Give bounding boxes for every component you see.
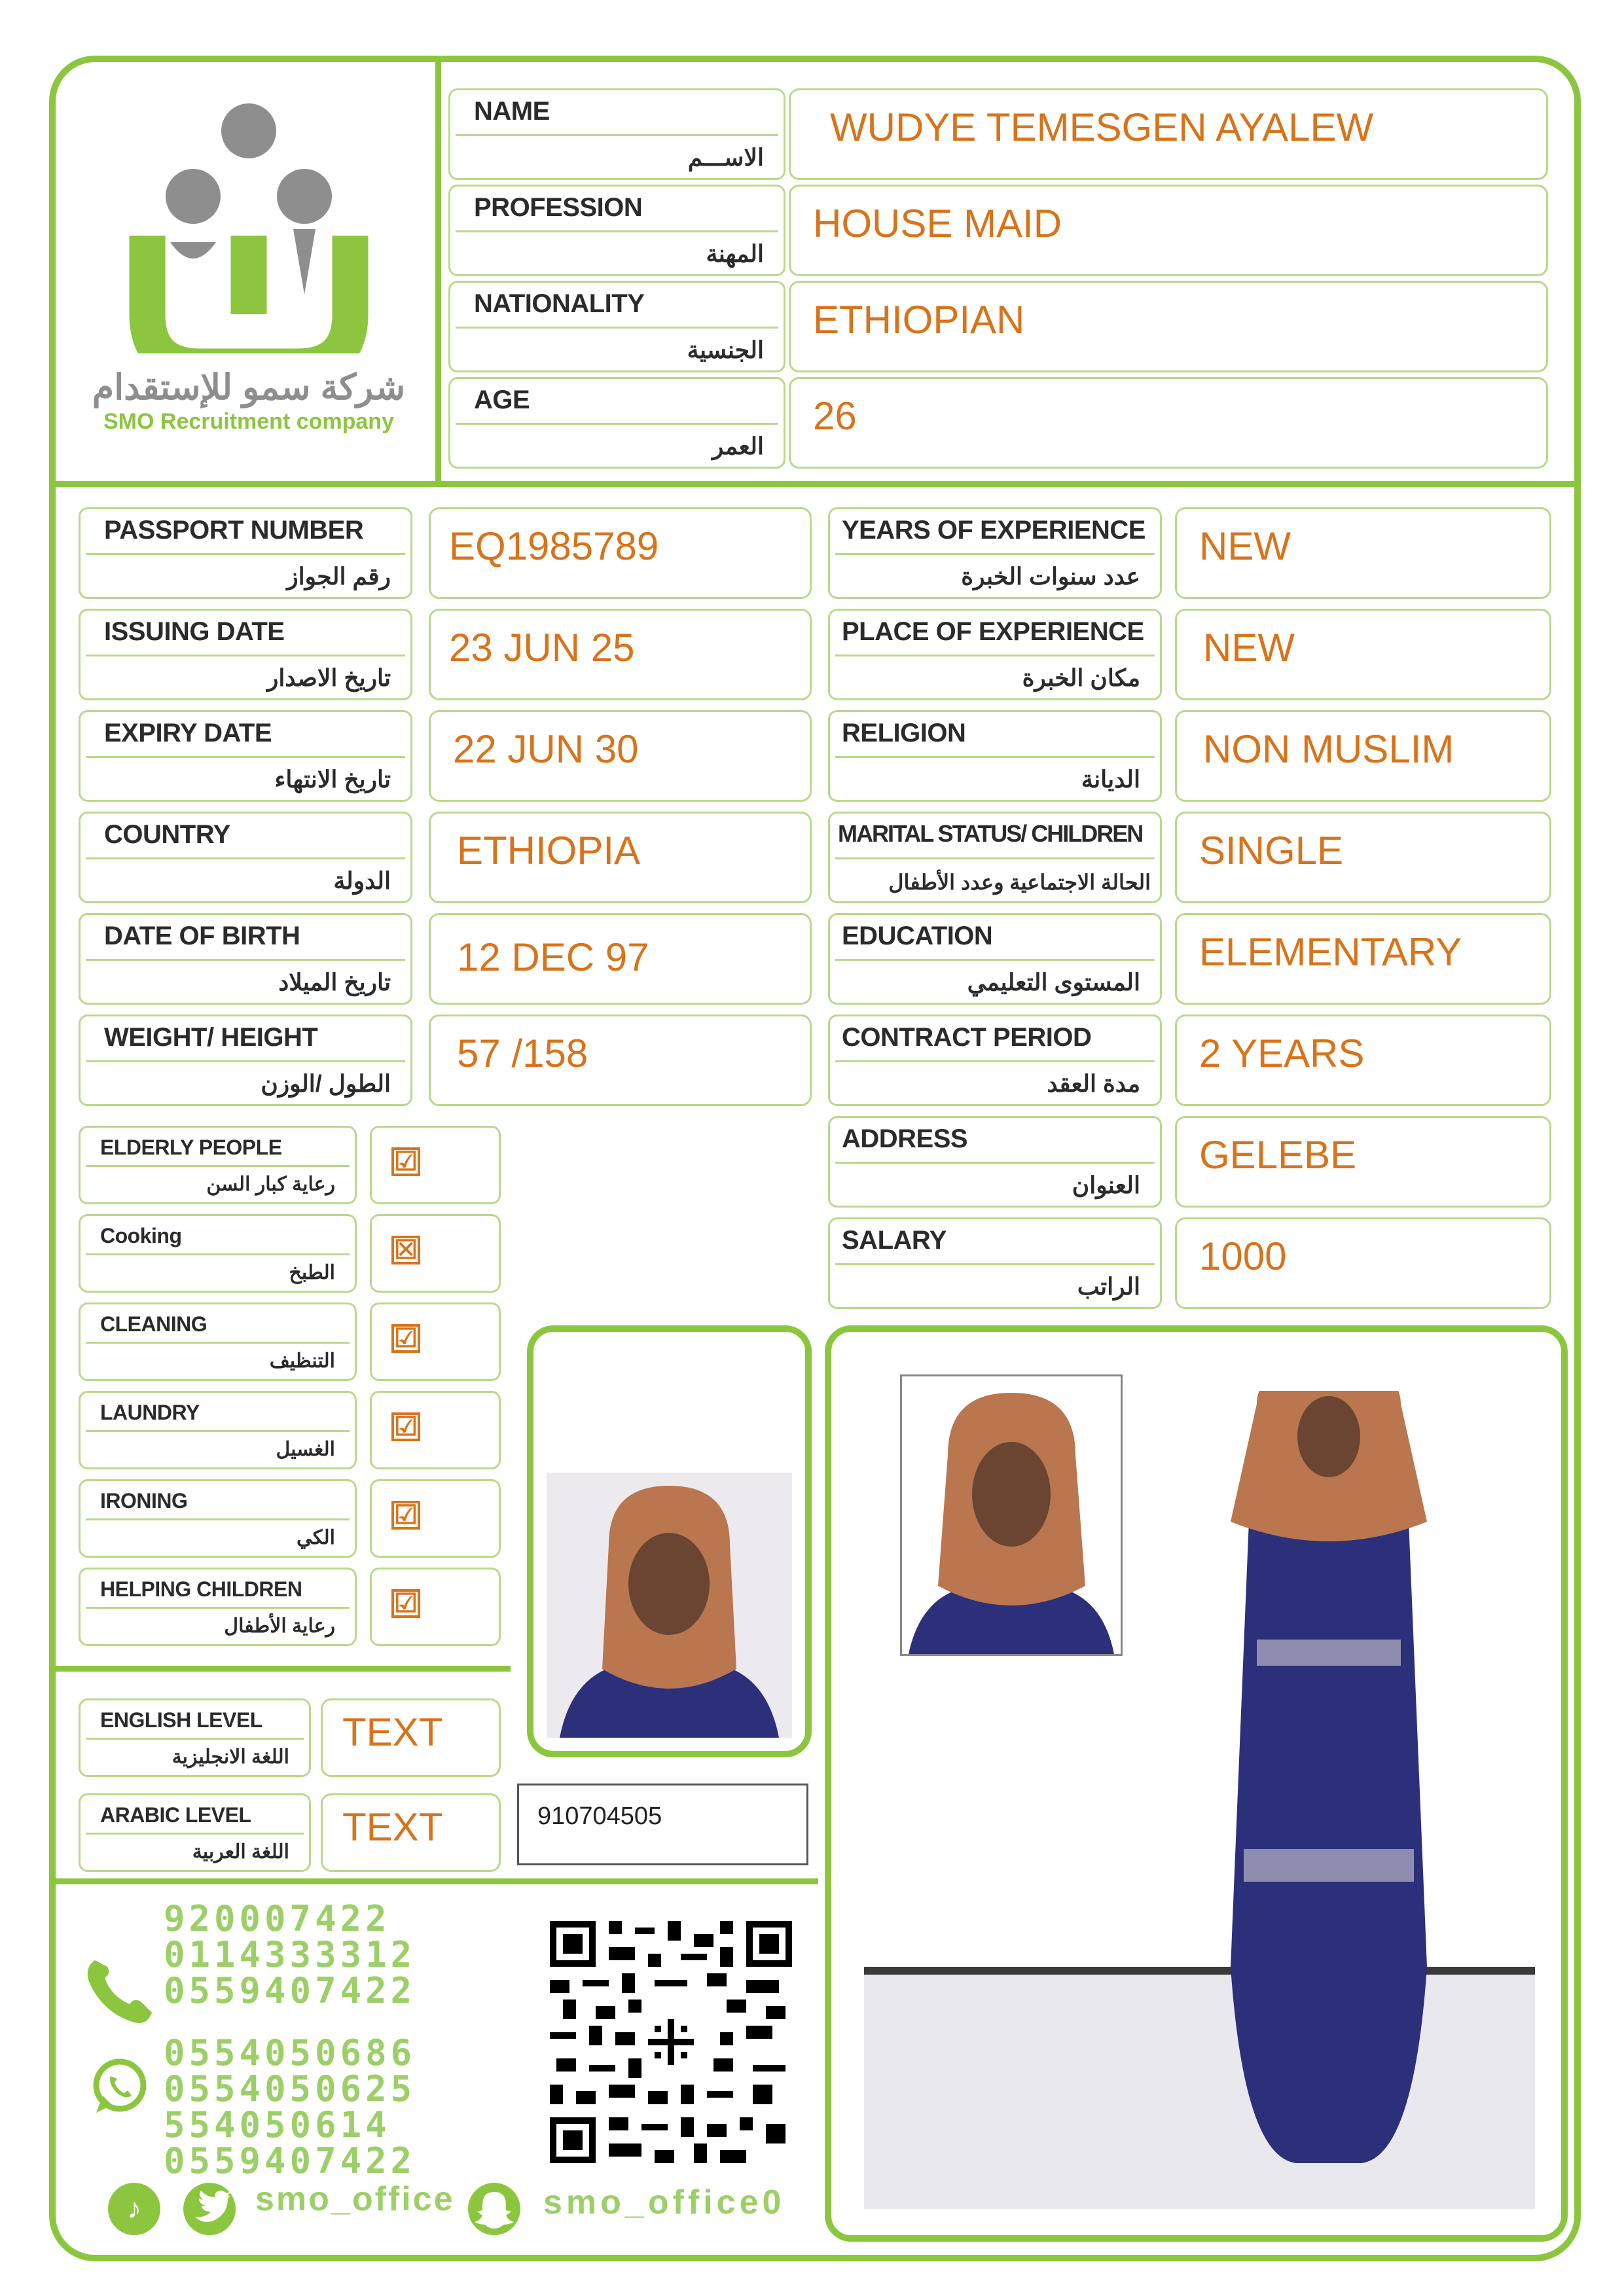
header-label-name: NAME الاســـم	[448, 88, 785, 180]
snapchat-icon	[468, 2183, 520, 2235]
whatsapp-icon	[88, 2055, 151, 2117]
skill-label-cooking: Cooking الطبخ	[79, 1214, 357, 1293]
phone-icon	[79, 1950, 157, 2029]
skill-check-elderly-people[interactable]	[370, 1126, 501, 1204]
field-label-salary: SALARY الراتب	[828, 1217, 1162, 1309]
qr-code	[550, 1921, 792, 2163]
full-body-photo	[864, 1391, 1535, 2209]
checkbox-icon[interactable]: ☑	[391, 1147, 420, 1176]
field-value-weight-height: 57 /158	[429, 1014, 812, 1106]
checkbox-icon[interactable]: ☒	[391, 1236, 420, 1265]
tiktok-icon: ♪	[108, 2183, 160, 2235]
phone-number-2: 0114333312	[164, 1934, 416, 1975]
reference-number: 910704505	[537, 1803, 662, 1830]
field-label-date-of-birth: DATE OF BIRTH تاريخ الميلاد	[79, 913, 412, 1005]
header-value-nationality: ETHIOPIAN	[789, 281, 1548, 372]
header-value-name: WUDYE TEMESGEN AYALEW	[789, 88, 1548, 180]
company-name-ar: شركة سمو للإستقدام	[92, 368, 406, 407]
field-label-marital-status: MARITAL STATUS/ CHILDREN الحالة الاجتماعية وعدد الأطفال	[828, 812, 1162, 903]
reference-number-box	[517, 1784, 808, 1865]
checkbox-icon[interactable]: ☑	[391, 1501, 420, 1530]
qr-code-icon	[550, 1921, 792, 2163]
skill-label-cleaning: CLEANING التنظيف	[79, 1302, 357, 1381]
field-value-years-of-experience: NEW	[1175, 507, 1551, 599]
skill-check-helping-children[interactable]	[370, 1568, 501, 1646]
field-label-weight-height: WEIGHT/ HEIGHT الطول /الوزن	[79, 1014, 412, 1106]
social-handle-2: smo_office0	[543, 2183, 785, 2221]
field-label-contract-period: CONTRACT PERIOD مدة العقد	[828, 1014, 1162, 1106]
skill-check-ironing[interactable]	[370, 1479, 501, 1558]
field-label-country: COUNTRY الدولة	[79, 812, 412, 903]
field-value-date-of-birth: 12 DEC 97	[429, 913, 812, 1005]
phone-number-3: 0559407422	[164, 1970, 416, 2011]
field-value-passport-number: EQ1985789	[429, 507, 812, 599]
field-label-expiry-date: EXPIRY DATE تاريخ الانتهاء	[79, 710, 412, 802]
field-label-education: EDUCATION المستوى التعليمي	[828, 913, 1162, 1005]
whatsapp-number-4: 0559407422	[164, 2140, 416, 2181]
skill-label-helping-children: HELPING CHILDREN رعاية الأطفال	[79, 1568, 357, 1646]
field-value-issuing-date: 23 JUN 25	[429, 609, 812, 700]
field-value-place-of-experience: NEW	[1175, 609, 1551, 700]
twitter-icon	[183, 2183, 236, 2235]
field-value-education: ELEMENTARY	[1175, 913, 1551, 1005]
field-value-country: ETHIOPIA	[429, 812, 812, 903]
language-value-english: TEXT	[321, 1698, 501, 1777]
whatsapp-number-1: 0554050686	[164, 2032, 416, 2073]
header-vertical-divider	[435, 62, 441, 484]
whatsapp-number-2: 0554050625	[164, 2068, 416, 2109]
language-label-english: ENGLISH LEVEL اللغة الانجليزية	[79, 1698, 311, 1777]
header-divider	[52, 481, 1578, 487]
language-divider	[52, 1666, 511, 1672]
portrait-photo	[547, 1473, 792, 1738]
header-label-nationality: NATIONALITY الجنسية	[448, 281, 785, 372]
field-label-address: ADDRESS العنوان	[828, 1116, 1162, 1208]
language-value-arabic: TEXT	[321, 1793, 501, 1872]
field-value-expiry-date: 22 JUN 30	[429, 710, 812, 802]
whatsapp-number-3: 554050614	[164, 2104, 391, 2145]
field-value-religion: NON MUSLIM	[1175, 710, 1551, 802]
language-label-arabic: ARABIC LEVEL اللغة العربية	[79, 1793, 311, 1872]
header-value-profession: HOUSE MAID	[789, 185, 1548, 276]
social-handle-1: smo_office	[255, 2180, 455, 2218]
checkbox-icon[interactable]: ☑	[391, 1589, 420, 1618]
skill-check-cleaning[interactable]	[370, 1302, 501, 1381]
company-name-en: SMO Recruitment company	[103, 409, 394, 434]
person-full-body-icon	[864, 1391, 1535, 2209]
field-value-contract-period: 2 YEARS	[1175, 1014, 1551, 1106]
skill-check-laundry[interactable]	[370, 1391, 501, 1469]
skill-label-laundry: LAUNDRY الغسيل	[79, 1391, 357, 1469]
field-label-passport-number: PASSPORT NUMBER رقم الجواز	[79, 507, 412, 599]
skill-check-cooking[interactable]	[370, 1214, 501, 1293]
header-label-profession: PROFESSION المهنة	[448, 185, 785, 276]
field-label-issuing-date: ISSUING DATE تاريخ الاصدار	[79, 609, 412, 700]
field-value-address: GELEBE	[1175, 1116, 1551, 1208]
skill-label-elderly-people: ELDERLY PEOPLE رعاية كبار السن	[79, 1126, 357, 1204]
field-value-salary: 1000	[1175, 1217, 1551, 1309]
field-label-place-of-experience: PLACE OF EXPERIENCE مكان الخبرة	[828, 609, 1162, 700]
header-label-age: AGE العمر	[448, 377, 785, 469]
header-value-age: 26	[789, 377, 1548, 469]
field-value-marital-status: SINGLE	[1175, 812, 1551, 903]
field-label-religion: RELIGION الديانة	[828, 710, 1162, 802]
person-portrait-icon	[547, 1473, 792, 1738]
checkbox-icon[interactable]: ☑	[391, 1412, 420, 1441]
contact-divider	[52, 1878, 818, 1884]
field-label-years-of-experience: YEARS OF EXPERIENCE عدد سنوات الخبرة	[828, 507, 1162, 599]
skill-label-ironing: IRONING الكي	[79, 1479, 357, 1558]
phone-number-1: 920007422	[164, 1898, 391, 1939]
checkbox-icon[interactable]: ☑	[391, 1324, 420, 1353]
logo-mark-icon	[85, 79, 412, 353]
company-logo	[85, 79, 412, 445]
